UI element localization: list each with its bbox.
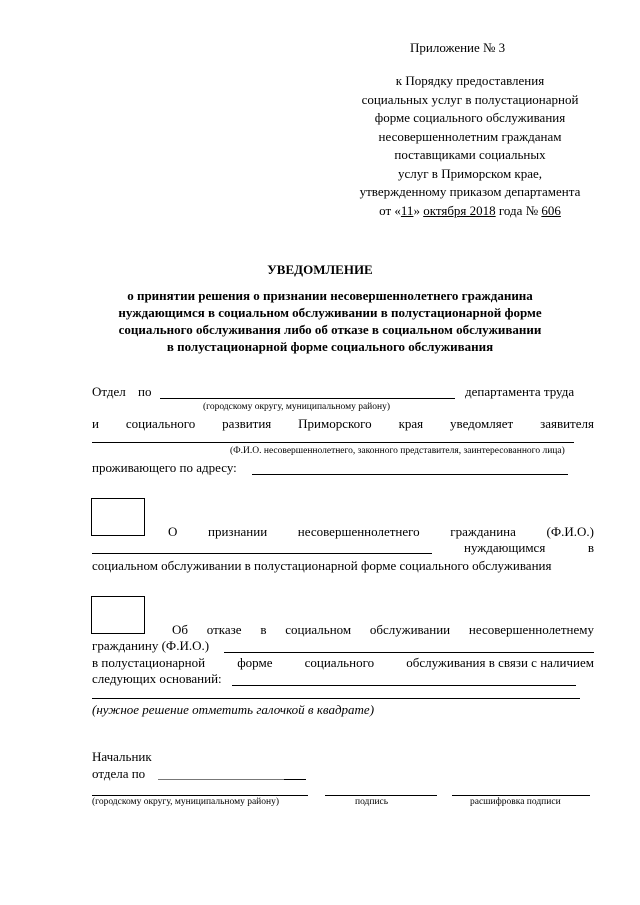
- option2-word: несовершеннолетнему: [468, 622, 594, 637]
- order-prefix: от «: [379, 202, 401, 218]
- option2-word: социальном: [285, 622, 352, 637]
- dept-word-po: по: [138, 384, 152, 399]
- decision-note: (нужное решение отметить галочкой в квадрате): [92, 702, 375, 717]
- signature-decode-hint: расшифровка подписи: [470, 797, 561, 807]
- option1-word: нуждающимся: [464, 540, 546, 555]
- fio-hint: (Ф.И.О. несовершеннолетнего, законного представителя, заинтересованного лица): [230, 446, 565, 456]
- order-day: 11: [400, 202, 414, 218]
- header-line: форме социального обслуживания: [374, 110, 566, 125]
- signature-dept-line-short: [284, 779, 306, 780]
- option2-word: Об: [172, 622, 189, 637]
- option2-line4: следующих оснований:: [92, 671, 222, 686]
- notify-word: края: [398, 416, 424, 431]
- signature-decode-line[interactable]: [452, 795, 590, 796]
- header-line: услуг в Приморском крае,: [397, 165, 543, 181]
- option1-line1: [168, 524, 594, 540]
- notify-word: уведомляет: [450, 416, 514, 431]
- notify-word: заявителя: [540, 416, 594, 431]
- dept-hint: (городскому округу, муниципальному району): [203, 402, 391, 412]
- header-line: утвержденному приказом департамента: [359, 184, 581, 199]
- address-label: проживающего по адресу:: [92, 460, 237, 475]
- subtitle-line: в полустационарной форме социального обслуживания: [166, 339, 494, 354]
- option1-line3: социальном обслуживании в полустационарной форме социального обслуживания: [92, 558, 552, 573]
- option2-checkbox[interactable]: [91, 596, 145, 634]
- subtitle-line: социального обслуживания либо об отказе в социальном обслуживании: [118, 322, 542, 337]
- signature-district-line[interactable]: [92, 795, 308, 796]
- subtitle-line: о принятии решения о признании несовершеннолетнего гражданина: [127, 288, 533, 303]
- option2-line2: гражданину (Ф.И.О.): [92, 638, 210, 653]
- order-mid: »: [413, 202, 424, 218]
- signature-district-hint: (городскому округу, муниципальному району): [92, 797, 280, 807]
- header-line: к Порядку предоставления: [395, 73, 545, 88]
- reasons-line-2[interactable]: [92, 698, 580, 699]
- order-month-year: октября 2018: [423, 202, 496, 218]
- dept-word-otdel: Отдел: [92, 384, 126, 399]
- title-subtitle: [60, 287, 600, 355]
- order-suffix: года №: [495, 202, 542, 218]
- address-field-line[interactable]: [252, 474, 568, 475]
- appendix-label: Приложение № 3: [410, 40, 506, 55]
- option2-word: в: [260, 622, 267, 637]
- notify-word: развития: [222, 416, 272, 431]
- option1-checkbox[interactable]: [91, 498, 145, 536]
- notify-word: и: [92, 416, 99, 431]
- option1-word: О: [168, 524, 178, 539]
- order-number: 606: [541, 202, 561, 218]
- header-line: несовершеннолетним гражданам: [378, 128, 562, 144]
- option2-line3: [92, 655, 594, 671]
- option1-word: признании: [208, 524, 268, 539]
- document-title: УВЕДОМЛЕНИЕ: [267, 262, 373, 277]
- header-lines: [330, 72, 610, 220]
- signature-position-line1: Начальник: [92, 749, 152, 764]
- option2-word: обслуживания в связи с наличием: [406, 655, 594, 670]
- option2-line1: [172, 622, 594, 638]
- header-line: социальных услуг в полустационарной: [361, 91, 579, 107]
- option1-word: несовершеннолетнего: [297, 524, 420, 539]
- order-date-line: [330, 202, 610, 221]
- option1-word: в: [587, 540, 594, 555]
- header-line: поставщиками социальных: [394, 147, 546, 162]
- option1-word: гражданина: [450, 524, 516, 539]
- option2-word: отказе: [206, 622, 242, 637]
- signature-position-line2: отдела по: [92, 766, 146, 781]
- signature-dept-line-thin[interactable]: [158, 779, 284, 780]
- dept-tail: департамента труда: [465, 384, 575, 399]
- option2-word: в полустационарной: [92, 655, 206, 670]
- signature-sign-line[interactable]: [325, 795, 437, 796]
- option1-word: (Ф.И.О.): [546, 524, 594, 539]
- dept-field-line[interactable]: [160, 398, 455, 399]
- signature-sign-hint: подпись: [355, 797, 389, 807]
- notify-line: [92, 416, 594, 432]
- option1-line2: [464, 540, 594, 556]
- subtitle-line: нуждающимся в социальном обслуживании в полустационарной форме: [118, 305, 542, 320]
- option2-fio-line[interactable]: [224, 652, 594, 653]
- notify-word: социального: [125, 416, 196, 431]
- option2-word: форме: [237, 655, 273, 670]
- reasons-line-1[interactable]: [232, 685, 576, 686]
- fio-field-line[interactable]: [92, 442, 574, 443]
- option2-word: социального: [304, 655, 375, 670]
- option1-fio-line[interactable]: [92, 553, 432, 554]
- option2-word: обслуживании: [369, 622, 451, 637]
- notify-word: Приморского: [298, 416, 372, 431]
